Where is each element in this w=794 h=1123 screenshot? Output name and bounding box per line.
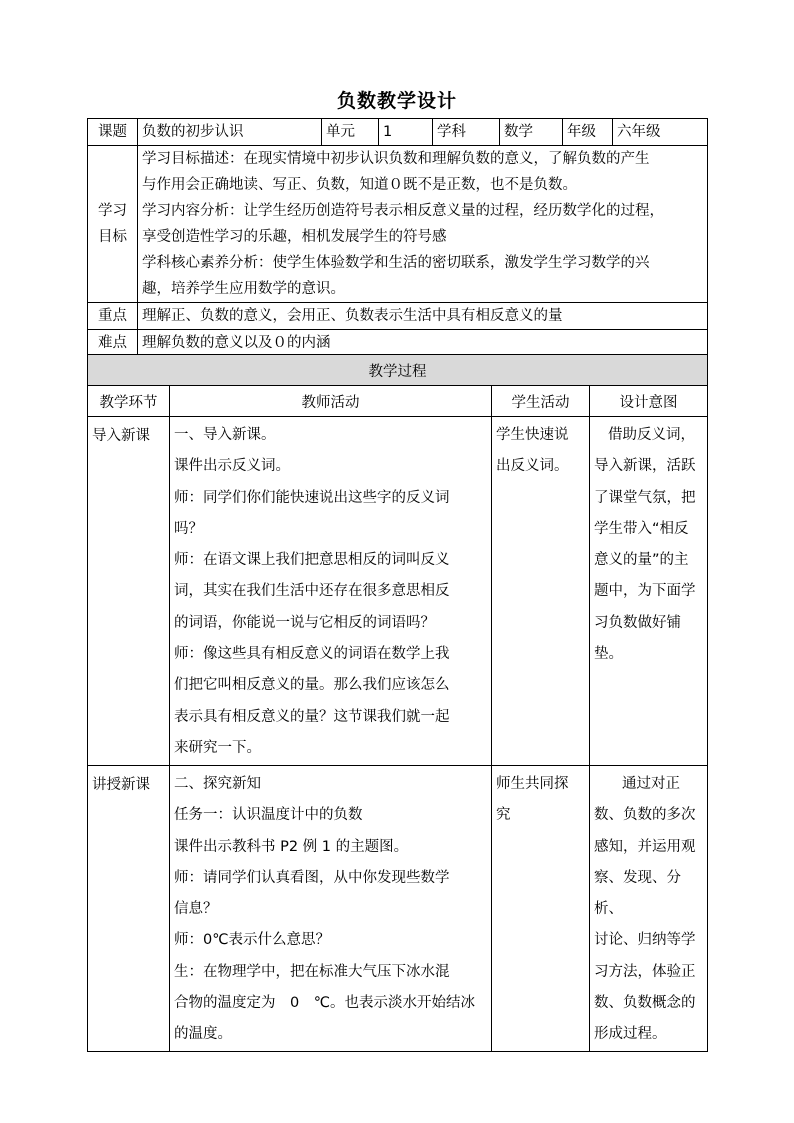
column-header: 设计意图 [590,386,708,417]
student-line: 师生共同探 [496,776,569,792]
unit-value: 1 [379,119,433,146]
difficulty-row [88,330,708,357]
teacher-line: 词，其实在我们生活中还存在很多意思相反 [174,583,450,600]
lesson-info-table [87,118,708,357]
teacher-line: 的词语，你能说一说与它相反的词语吗？ [174,614,435,631]
teacher-line: 的温度。 [174,1026,232,1043]
info-row [88,119,708,146]
process-row-new-lesson [88,766,708,1052]
teacher-line: 合物的温度定为 0 ℃。也表示淡水开始结冰 [174,995,476,1012]
grade-value: 六年级 [613,119,708,146]
teacher-line: 师：在语文课上我们把意思相反的词叫反义 [174,552,450,569]
intent-line: 借助反义词， [608,427,695,443]
column-header: 学生活动 [492,386,590,417]
goals-line: 学习内容分析：让学生经历创造符号表示相反意义量的过程，经历数学化的过程， [142,203,664,219]
design-intent [590,417,708,766]
subject-value: 数学 [500,119,563,146]
teacher-line: 师：同学们你们能快速说出这些字的反义词 [174,489,450,506]
student-line: 出反义词。 [496,458,569,475]
teacher-line: 生：在物理学中，把在标准大气压下冰水混 [174,963,450,980]
intent-line: 讨论、归纳等学 [594,932,696,949]
column-header: 教师活动 [170,386,492,417]
goals-label [88,146,138,303]
key-point-label: 重点 [88,303,138,330]
student-activity [492,417,590,766]
student-line: 究 [496,807,511,824]
intent-line: 通过对正 [622,776,680,792]
grade-label: 年级 [563,119,613,146]
intent-line: 感知，并运用观 [594,838,696,855]
goals-label-line2: 目标 [98,229,127,245]
goals-line: 与作用会正确地读、写正、负数，知道０既不是正数，也不是负数。 [142,177,577,193]
teacher-line: 课件出示反义词。 [174,458,290,475]
teacher-line: 信息？ [174,901,218,918]
intent-line: 察、发现、分析、 [594,869,681,918]
intent-line: 了课堂气氛，把 [594,489,696,506]
teacher-activity [170,766,492,1052]
teaching-process-table [87,354,708,1052]
goals-row [88,146,708,303]
teacher-line: 课件出示教科书 P2 例 1 的主题图。 [174,838,409,855]
column-header: 教学环节 [88,386,170,417]
goals-line: 趣，培养学生应用数学的意识。 [142,281,345,297]
student-activity [492,766,590,1052]
stage-label: 导入新课 [88,417,170,766]
topic-value: 负数的初步认识 [138,119,322,146]
intent-line: 形成过程。 [594,1026,667,1043]
intent-line: 题中，为下面学 [594,583,696,600]
teacher-line: 师：请同学们认真看图，从中你发现些数学 [174,869,450,886]
teacher-line: 一、导入新课。 [174,427,276,443]
stage-label: 讲授新课 [88,766,170,1052]
unit-label: 单元 [322,119,379,146]
topic-label: 课题 [88,119,138,146]
intent-line: 学生带入“相反 [594,520,689,537]
intent-line: 习方法，体验正 [594,963,696,980]
intent-line: 数、负数的多次 [594,807,696,824]
intent-line: 导入新课，活跃 [594,458,696,475]
subject-label: 学科 [433,119,500,146]
teacher-line: 们把它叫相反意义的量。那么我们应该怎么 [174,677,450,694]
goals-line: 享受创造性学习的乐趣，相机发展学生的符号感 [142,229,447,245]
intent-line: 垫。 [594,646,623,663]
teacher-line: 师：像这些具有相反意义的词语在数学上我 [174,646,450,663]
intent-line: 意义的量”的主 [594,552,689,569]
goals-line: 学科核心素养分析：使学生体验数学和生活的密切联系，激发学生学习数学的兴 [142,255,650,271]
teacher-line: 表示具有相反意义的量？这节课我们就一起 [174,708,450,725]
process-heading-row [88,355,708,386]
teacher-line: 来研究一下。 [174,739,261,756]
goals-label-line1: 学习 [98,203,127,219]
process-row-intro [88,417,708,766]
teacher-activity [170,417,492,766]
design-intent [590,766,708,1052]
goals-text [138,146,708,303]
process-heading: 教学过程 [88,355,708,386]
teacher-line: 任务一：认识温度计中的负数 [174,807,363,824]
document-title: 负数教学设计 [336,90,457,112]
student-line: 学生快速说 [496,427,569,443]
process-column-headers [88,386,708,417]
difficulty-text: 理解负数的意义以及０的内涵 [138,330,708,357]
intent-line: 习负数做好铺 [594,614,681,631]
difficulty-label: 难点 [88,330,138,357]
teacher-line: 二、探究新知 [174,776,261,792]
key-point-row [88,303,708,330]
goals-line: 学习目标描述：在现实情境中初步认识负数和理解负数的意义，了解负数的产生 [142,151,650,167]
key-point-text: 理解正、负数的意义，会用正、负数表示生活中具有相反意义的量 [138,303,708,330]
teacher-line: 师：0℃表示什么意思？ [174,932,331,949]
intent-line: 数、负数概念的 [594,995,696,1012]
teacher-line: 吗？ [174,520,203,537]
